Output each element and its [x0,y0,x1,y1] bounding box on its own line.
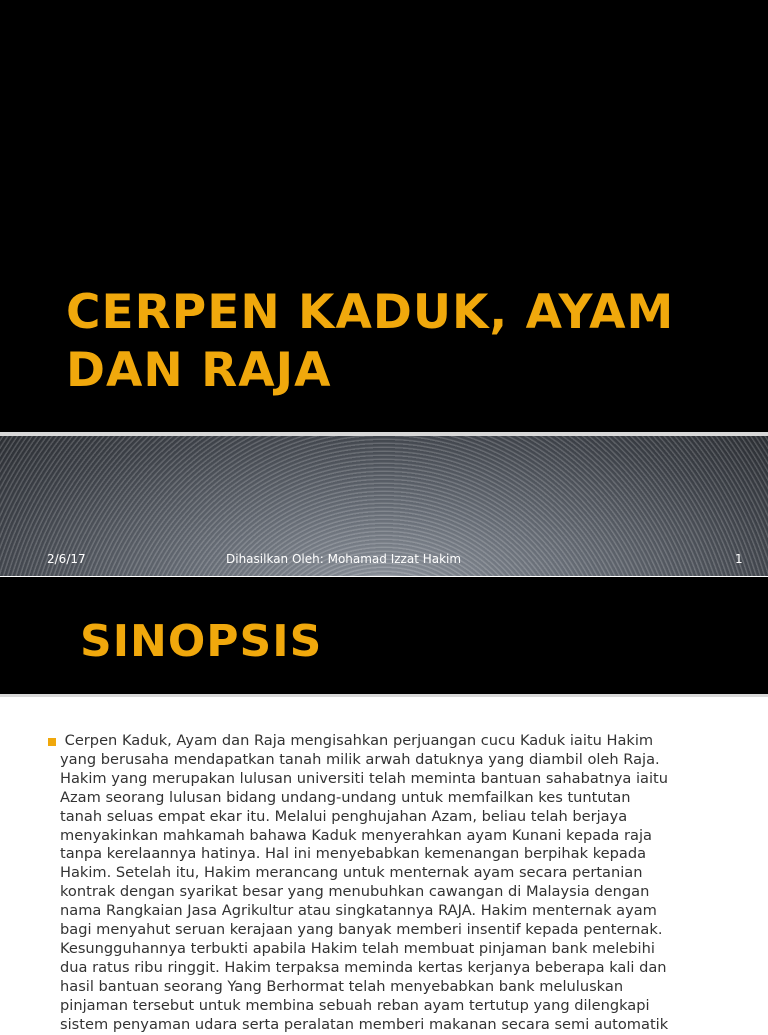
paragraph-line: Hakim yang merupakan lulusan universiti telah meminta bantuan sahabatnya iaitu [60,769,668,787]
footer-author: Dihasilkan Oleh: Mohamad Izzat Hakim [226,552,462,566]
sinopsis-paragraph [60,732,730,1035]
band-divider-line [0,432,768,436]
paragraph-line: yang berusaha mendapatkan tanah milik arwah datuknya yang diambil oleh Raja. [60,750,660,768]
slide-title [66,284,756,400]
paragraph-line: Kesungguhannya terbukti apabila Hakim telah membuat pinjaman bank melebihi [60,939,655,957]
paragraph-line: dua ratus ribu ringgit. Hakim terpaksa meminda kertas kerjanya beberapa kali dan [60,958,667,976]
paragraph-line: Hakim. Setelah itu, Hakim merancang untuk menternak ayam secara pertanian [60,864,643,882]
paragraph-line: sistem penyaman udara serta peralatan memberi makanan secara semi automatik [60,1015,669,1033]
sinopsis-heading: SINOPSIS [80,616,323,667]
footer-date: 2/6/17 [47,552,86,566]
paragraph-line: kontrak dengan syarikat besar yang menubuhkan cawangan di Malaysia dengan [60,883,650,901]
slide-title-line-2: DAN RAJA [66,343,332,398]
square-bullet-icon [48,738,56,746]
paragraph-line: Azam seorang lulusan bidang undang-undang untuk memfailkan kes tuntutan [60,788,631,806]
paragraph-line: tanah seluas empat ekar itu. Melalui penghujahan Azam, beliau telah berjaya [60,807,628,825]
paragraph-line: bagi menyahut seruan kerajaan yang banyak memberi insentif kepada penternak. [60,921,663,939]
paragraph-line: pinjaman tersebut untuk membina sebuah reban ayam tertutup yang dilengkapi [60,996,650,1014]
paragraph-line: menyakinkan mahkamah bahawa Kaduk menyerahkan ayam Kunani kepada raja [60,826,652,844]
paragraph-line: tanpa kerelaannya hatinya. Hal ini menyebabkan kemenangan berpihak kepada [60,845,647,863]
paragraph-line: hasil bantuan seorang Yang Berhormat telah menyebabkan bank meluluskan [60,977,624,995]
paragraph-line: nama Rangkaian Jasa Agrikultur atau singkatannya RAJA. Hakim menternak ayam [60,902,657,920]
footer-page-number: 1 [735,552,743,566]
slide-title-line-1: CERPEN KADUK, AYAM [66,285,675,340]
paragraph-line: Cerpen Kaduk, Ayam dan Raja mengisahkan perjuangan cucu Kaduk iaitu Hakim [60,732,654,749]
